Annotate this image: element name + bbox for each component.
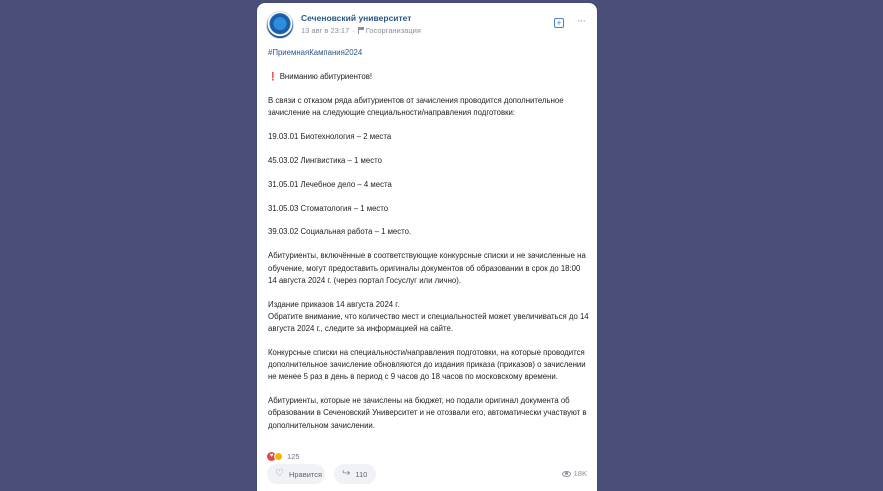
post-date[interactable]: 13 авг в 23:17 bbox=[301, 26, 350, 35]
hashtag-link[interactable]: #ПриемнаяКампания2024 bbox=[268, 48, 363, 57]
views-count: 18K bbox=[573, 469, 587, 478]
more-horizontal-icon[interactable]: ··· bbox=[577, 15, 585, 27]
emoji-reaction-icon bbox=[274, 452, 283, 461]
post-meta bbox=[301, 26, 421, 35]
post-paragraph: 19.03.01 Биотехнология – 2 места bbox=[268, 131, 392, 141]
post-text bbox=[268, 47, 590, 444]
post-paragraph: Конкурсные списки на специальности/направления подготовки, на которые проводится дополнительное зачисление обновляются до издания приказа (приказов) о зачислении не менее 5 раз в день в период с 9 часов до 18 часов по московскому времени. bbox=[268, 347, 586, 382]
heart-icon: ♡ bbox=[275, 468, 284, 479]
post-paragraph: Абитуриенты, включённые в соответствующие конкурсные списки и не зачисленные на обучение, могут предоставить оригиналы документов об образовании в срок до 18:00 14 августа 2024 г. (через портал Госуслуг или лично). bbox=[268, 251, 586, 285]
post-paragraph: Абитуриенты, которые не зачислены на бюджет, но подали оригинал документа об образовании в Сеченовский Университет и не отозвали его, автоматически участвуют в дополнительном зачислении. bbox=[268, 396, 587, 430]
reactions-count: 125 bbox=[287, 451, 300, 461]
post-header bbox=[266, 11, 588, 41]
reactions-summary[interactable] bbox=[267, 450, 300, 462]
post-paragraph: 31.05.03 Стоматология – 1 место bbox=[268, 203, 389, 213]
post-actions bbox=[267, 464, 587, 486]
author-avatar[interactable] bbox=[266, 11, 294, 39]
share-arrow-icon: ↪ bbox=[342, 468, 351, 479]
meta-separator: · bbox=[352, 26, 355, 35]
views-counter bbox=[562, 469, 587, 478]
post-paragraph: 31.05.01 Лечебное дело – 4 места bbox=[268, 179, 392, 189]
heart-reaction-icon: ♥ bbox=[267, 452, 276, 461]
post-paragraph: 45.03.02 Лингвистика – 1 место bbox=[268, 155, 382, 165]
like-label: Нравится bbox=[288, 469, 323, 479]
share-button[interactable] bbox=[334, 464, 376, 484]
add-square-icon[interactable]: + bbox=[554, 18, 564, 28]
org-type: Госорганизация bbox=[365, 26, 421, 35]
flag-icon bbox=[358, 27, 364, 34]
post-paragraph: Вниманию абитуриентов! bbox=[279, 71, 373, 81]
author-name[interactable]: Сеченовский университет bbox=[301, 13, 412, 23]
exclamation-icon: ❗ bbox=[268, 71, 278, 81]
post-card bbox=[257, 3, 597, 491]
like-button[interactable] bbox=[267, 464, 325, 484]
eye-icon bbox=[562, 471, 571, 477]
post-paragraph: 39.03.02 Социальная работа – 1 место. bbox=[268, 227, 412, 237]
post-paragraph: Обратите внимание, что количество мест и специальностей может увеличиваться до 14 августа 2024 г., следите за информацией на сайте. bbox=[268, 311, 589, 334]
post-paragraph: Издание приказов 14 августа 2024 г. bbox=[268, 299, 400, 309]
share-count: 110 bbox=[355, 469, 368, 479]
post-paragraph: В связи с отказом ряда абитуриентов от зачисления проводится дополнительное зачисление на следующие специальности/направления подготовки: bbox=[268, 95, 564, 117]
